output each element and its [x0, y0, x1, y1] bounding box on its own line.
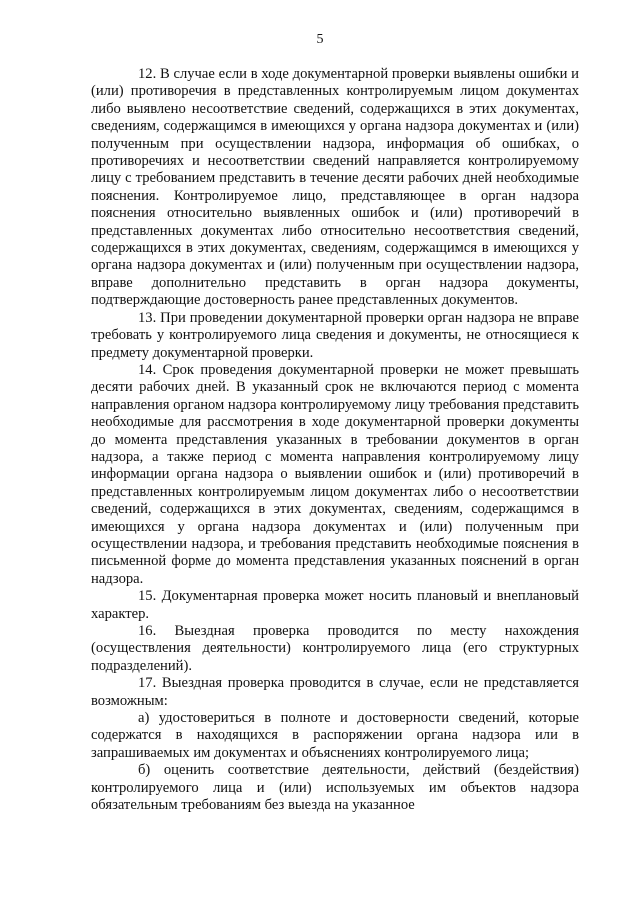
paragraph-13: 13. При проведении документарной проверки орган надзора не вправе требовать у контролируемого лица сведения и документы, не относящиеся к предмету документарной проверки.: [91, 309, 579, 361]
paragraph-12: 12. В случае если в ходе документарной проверки выявлены ошибки и (или) противоречия в представленных контролируемым лицом документах либо выявлено несоответствие сведений, содержащихся в этих документах, сведениям, содержащимся в имеющихся у органа надзора документах и (или) полученным при осуществлении надзора, информация об ошибках, о противоречиях и несоответствии сведений направляется контролируемому лицу с требованием представить в течение десяти рабочих дней необходимые пояснения. Контролируемое лицо, представляющее в орган надзора пояснения относительно выявленных ошибок и (или) противоречий в представленных документах либо относительно несоответствия сведений, содержащихся в этих документах, сведениям, содержащимся в имеющихся у органа надзора документах и (или) полученным при осуществлении надзора, вправе дополнительно представить в орган надзора документы, подтверждающие достоверность ранее представленных документов.: [91, 66, 579, 309]
page-number: 5: [316, 32, 324, 47]
paragraph-14: 14. Срок проведения документарной проверки не может превышать десяти рабочих дней. В указанный срок не включаются период с момента направления органом надзора контролируемому лицу требования представить необходимые для рассмотрения в ходе документарной проверки документы до момента представления указанных в требовании документов в орган надзора, а также период с момента направления контролируемому лицу информации органа надзора о выявлении ошибок и (или) противоречий в представленных контролируемым лицом документах либо о несоответствии сведений, содержащихся в этих документах, сведениям, содержащимся в имеющихся у органа надзора документах и (или) полученным при осуществлении надзора, и требования представить необходимые пояснения в письменной форме до момента представления указанных пояснений в орган надзора.: [91, 361, 579, 587]
paragraph-17: 17. Выездная проверка проводится в случае, если не представляется возможным:: [91, 675, 579, 709]
paragraph-17-a: а) удостовериться в полноте и достоверности сведений, которые содержатся в находящихся в распоряжении органа надзора или в запрашиваемых им документах и объяснениях контролируемого лица;: [91, 710, 579, 761]
paragraph-17-b: б) оценить соответствие деятельности, действий (бездействия) контролируемого лица и (или) используемых им объектов надзора обязательным требованиям без выезда на указанное: [91, 762, 579, 814]
document-body: [91, 66, 579, 814]
paragraph-16: 16. Выездная проверка проводится по месту нахождения (осуществления деятельности) контролируемого лица (его структурных подразделений).: [91, 623, 579, 674]
paragraph-15: 15. Документарная проверка может носить плановый и внеплановый характер.: [91, 588, 579, 622]
